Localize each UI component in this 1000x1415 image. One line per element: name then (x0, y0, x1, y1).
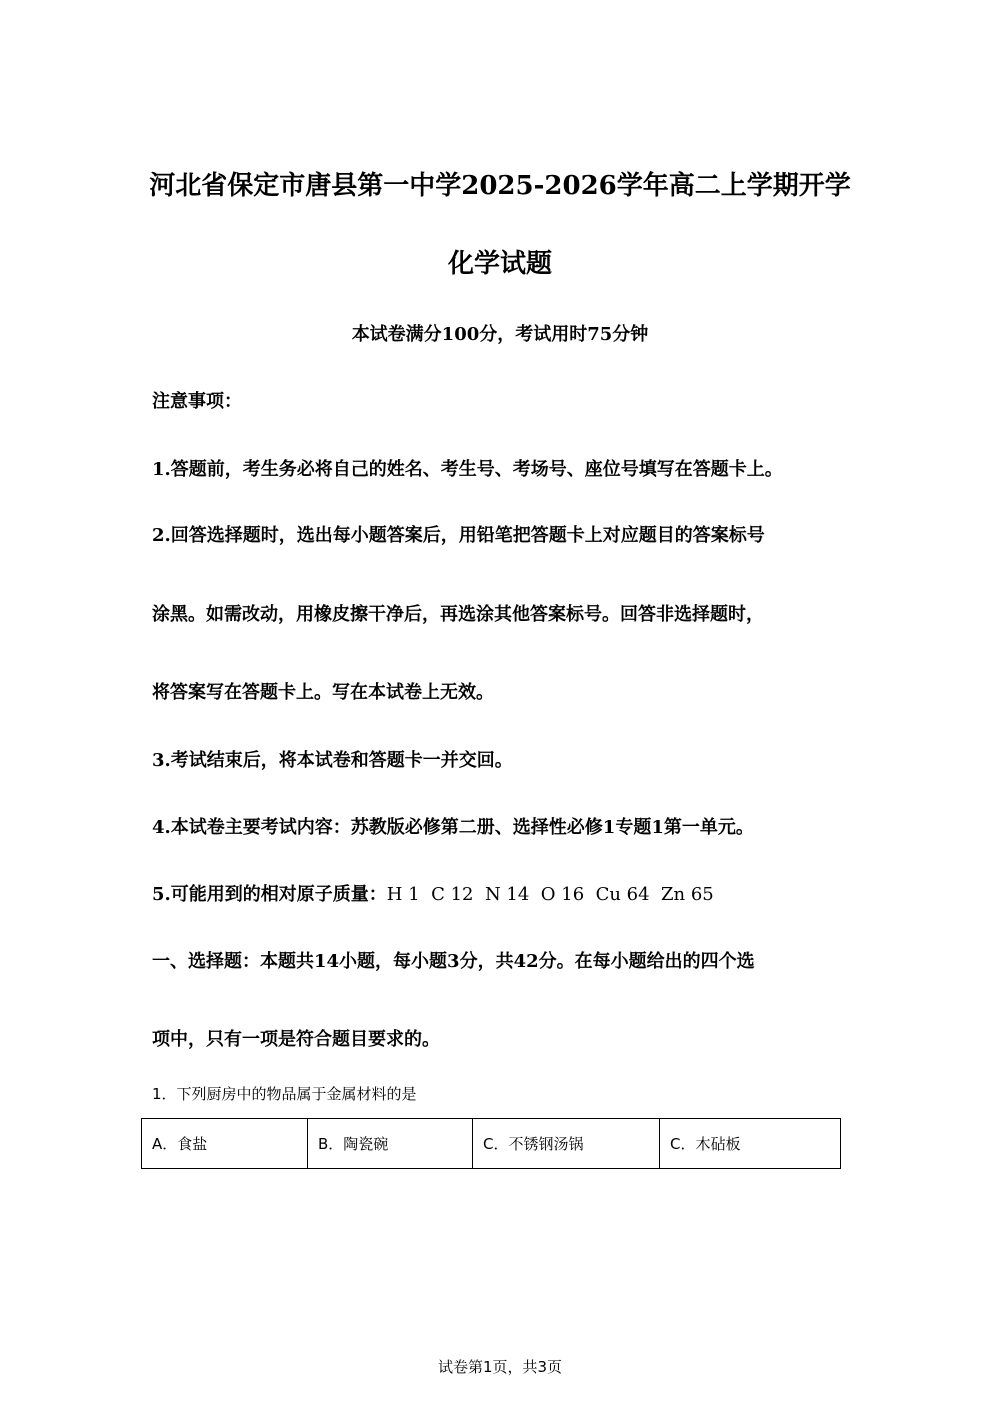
option-b: B．陶瓷碗 (308, 1119, 473, 1169)
note-item-3: 3.考试结束后，将本试卷和答题卡一并交回。 (152, 750, 513, 771)
note-item-5-label: 5.可能用到的相对原子质量： (152, 884, 387, 905)
section1-heading-line2: 项中，只有一项是符合题目要求的。 (152, 1029, 440, 1050)
exam-info: 本试卷满分100分，考试用时75分钟 (351, 324, 649, 345)
option-a: A．食盐 (142, 1119, 308, 1169)
page-footer: 试卷第1页，共3页 (437, 1358, 563, 1376)
option-c: C．不锈钢汤锅 (473, 1119, 660, 1169)
note-item-1: 1.答题前，考生务必将自己的姓名、考生号、考场号、座位号填写在答题卡上。 (152, 459, 783, 480)
question-1-text: 1．下列厨房中的物品属于金属材料的是 (152, 1085, 417, 1103)
section1-heading-line1: 一、选择题：本题共14小题，每小题3分，共42分。在每小题给出的四个选 (152, 951, 755, 972)
note-item-4: 4.本试卷主要考试内容：苏教版必修第二册、选择性必修1专题1第一单元。 (152, 817, 754, 838)
notes-heading: 注意事项： (152, 391, 242, 412)
note-item-2-line1: 2.回答选择题时，选出每小题答案后，用铅笔把答题卡上对应题目的答案标号 (152, 525, 765, 546)
note-item-2-line3: 将答案写在答题卡上。写在本试卷上无效。 (152, 682, 494, 703)
document-title-line2: 化学试题 (447, 249, 552, 279)
question-1-options-table (141, 1118, 841, 1169)
option-d: C．木砧板 (660, 1119, 841, 1169)
atomic-mass-values: H 1 C 12 N 14 O 16 Cu 64 Zn 65 (386, 884, 714, 905)
document-title-line1: 河北省保定市唐县第一中学2025-2026学年高二上学期开学 (149, 171, 851, 201)
note-item-2-line2: 涂黑。如需改动，用橡皮擦干净后，再选涂其他答案标号。回答非选择题时， (152, 604, 764, 625)
note-item-5 (152, 883, 714, 907)
